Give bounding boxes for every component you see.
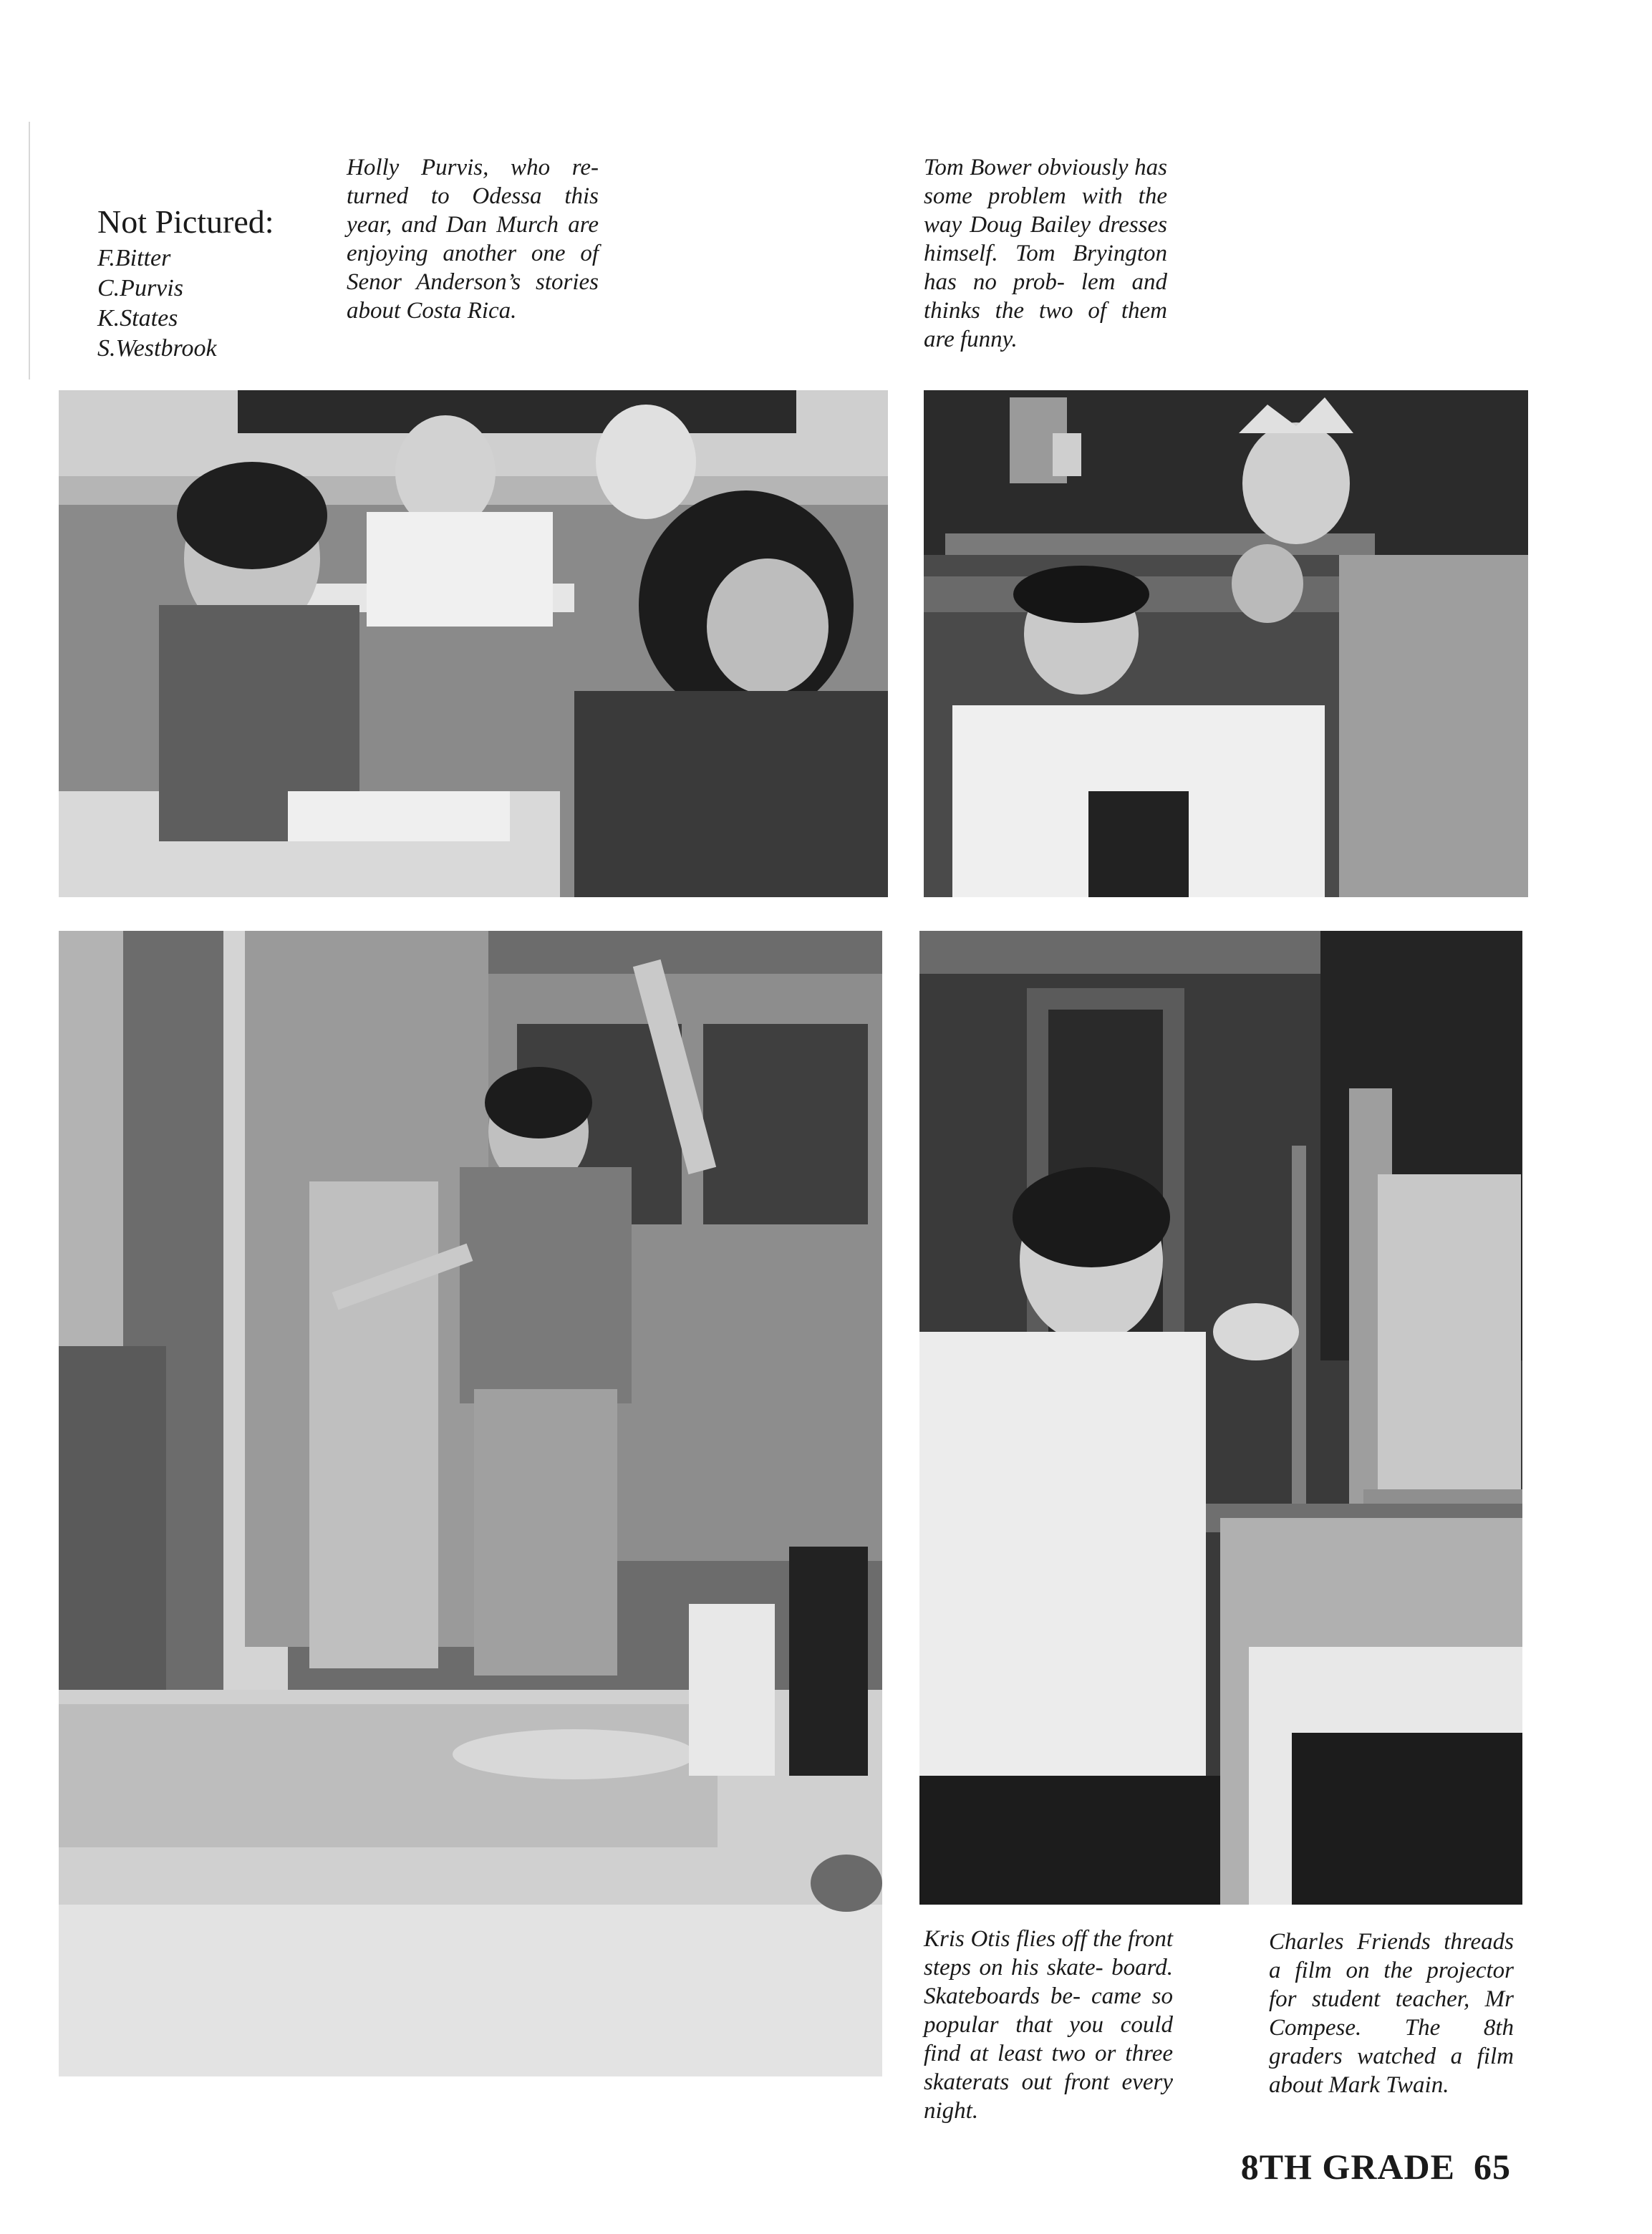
page-edge-line [29,122,30,379]
not-pictured-name: K.States [97,305,178,332]
not-pictured-name: C.Purvis [97,275,183,301]
caption-projector-photo: Charles Friends threads a film on the projector for student teacher, Mr Compese. The 8th graders watched a film about Mark Twain. [1269,1929,1514,2098]
section-title: 8TH GRADE [1240,2147,1455,2187]
caption-hat-photo: Tom Bower obviously has some problem with the way Doug Bailey dresses himself. Tom Bryington has no prob- lem and thinks the two of them are funny. [924,155,1167,352]
not-pictured-heading: Not Pictured: [97,203,274,240]
caption-skateboarder-photo: Kris Otis flies off the front steps on his skate- board. Skateboards be- came so popular that you could find at least two or three skaterats out front every night. [924,1926,1173,2124]
not-pictured-name: S.Westbrook [97,335,217,362]
page-number: 65 [1474,2147,1511,2187]
photo-hat-jersey [924,390,1528,897]
not-pictured-list [97,243,217,364]
photo-classroom-students [59,390,888,897]
photo-skateboarder [59,931,882,2076]
caption-classroom-photo: Holly Purvis, who re- turned to Odessa this year, and Dan Murch are enjoying another one of Senor Anderson’s stories about Costa Rica. [347,155,599,324]
page-footer [1217,2145,1511,2188]
not-pictured-name: F.Bitter [97,245,171,271]
photo-film-projector [919,931,1522,1905]
